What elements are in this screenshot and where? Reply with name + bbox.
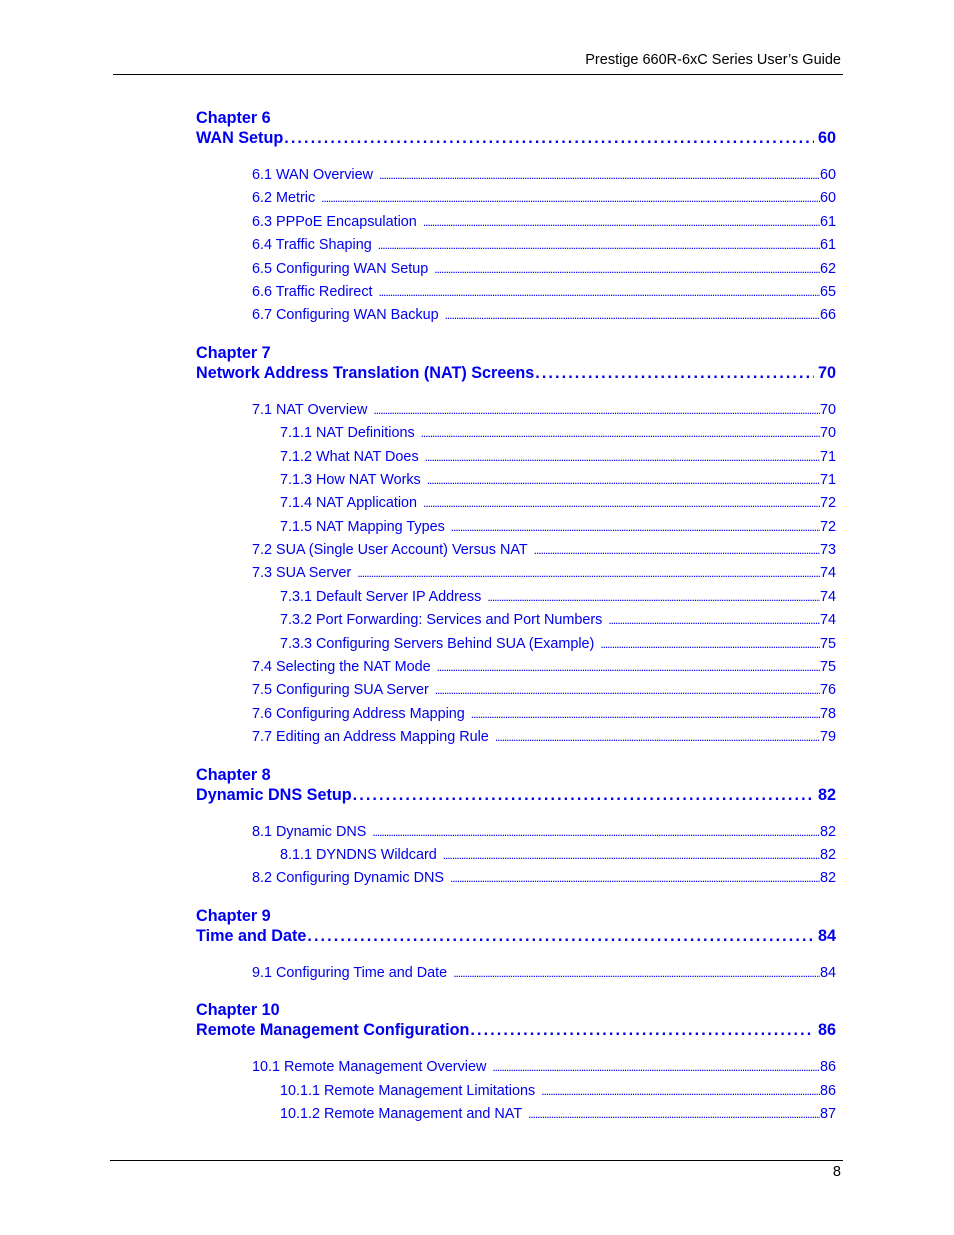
section-title: 7.1.4 NAT Application [280, 495, 418, 512]
toc-chapter [196, 1000, 836, 1127]
toc-section-link[interactable] [252, 868, 836, 891]
dot-leader [427, 470, 820, 490]
section-page-number: 79 [819, 729, 836, 746]
section-title: 7.3.1 Default Server IP Address [280, 588, 482, 605]
dot-leader [378, 235, 820, 255]
dot-leader [284, 128, 814, 148]
chapter-title: WAN Setup [196, 129, 284, 147]
section-title: 7.1 NAT Overview [252, 401, 368, 418]
toc-section-link[interactable] [252, 540, 836, 563]
toc-section-link[interactable] [252, 963, 836, 986]
section-title: 7.3.2 Port Forwarding: Services and Port Numbers [280, 612, 603, 629]
chapter-page-number: 82 [817, 785, 836, 804]
chapter-label-link[interactable]: Chapter 8 [196, 765, 271, 784]
chapter-label-link[interactable]: Chapter 6 [196, 109, 271, 127]
toc-section-link[interactable] [252, 305, 836, 328]
section-title: 8.1.1 DYNDNS Wildcard [280, 846, 437, 863]
chapter-title: Network Address Translation (NAT) Screens [196, 363, 535, 382]
section-page-number: 71 [819, 448, 836, 465]
chapter-title-link[interactable] [196, 363, 836, 383]
section-title: 6.3 PPPoE Encapsulation [252, 213, 417, 230]
dot-leader [470, 1020, 814, 1040]
section-title: 7.3 SUA Server [252, 565, 352, 582]
chapter-label-link[interactable]: Chapter 9 [196, 906, 271, 925]
toc-section-link[interactable] [252, 727, 836, 750]
dot-leader [453, 963, 820, 983]
toc-section-link[interactable] [280, 634, 836, 657]
section-page-number: 70 [819, 425, 836, 442]
section-page-number: 60 [819, 190, 836, 207]
section-title: 8.1 Dynamic DNS [252, 823, 367, 840]
section-title: 7.5 Configuring SUA Server [252, 682, 429, 699]
section-page-number: 75 [819, 659, 836, 676]
toc-section-link[interactable] [252, 212, 836, 235]
section-title: 7.6 Configuring Address Mapping [252, 705, 465, 722]
section-page-number: 61 [819, 213, 836, 230]
section-page-number: 72 [819, 518, 836, 535]
dot-leader [379, 282, 820, 302]
toc-section-link[interactable] [252, 282, 836, 305]
toc-section-link[interactable] [280, 517, 836, 540]
section-title: 8.2 Configuring Dynamic DNS [252, 870, 444, 887]
dot-leader [450, 868, 820, 888]
page-header [113, 50, 843, 75]
dot-leader [443, 845, 820, 865]
section-title: 6.6 Traffic Redirect [252, 283, 373, 300]
section-page-number: 74 [819, 612, 836, 629]
toc-section-link[interactable] [280, 447, 836, 470]
section-title: 7.7 Editing an Address Mapping Rule [252, 729, 489, 746]
toc-section-link[interactable] [252, 563, 836, 586]
dot-leader [425, 447, 820, 467]
dot-leader [321, 188, 820, 208]
toc-section-link[interactable] [280, 1081, 836, 1104]
chapter-page-number: 86 [817, 1021, 836, 1040]
toc-section-link[interactable] [252, 704, 836, 727]
chapter-page-number: 70 [817, 363, 836, 382]
toc-section-link[interactable] [252, 657, 836, 680]
section-title: 7.3.3 Configuring Servers Behind SUA (Example) [280, 635, 595, 652]
section-title: 6.7 Configuring WAN Backup [252, 307, 439, 324]
dot-leader [534, 540, 820, 560]
chapter-title: Time and Date [196, 926, 307, 945]
dot-leader [437, 657, 820, 677]
toc-chapter [196, 343, 836, 751]
dot-leader [492, 1057, 820, 1077]
dot-leader [423, 493, 820, 513]
toc-section-link[interactable] [280, 1104, 836, 1127]
dot-leader [434, 259, 820, 279]
toc-section-link[interactable] [252, 400, 836, 423]
page-footer [110, 1160, 843, 1180]
chapter-label-link[interactable]: Chapter 7 [196, 343, 271, 362]
section-page-number: 66 [819, 307, 836, 324]
section-page-number: 70 [819, 401, 836, 418]
dot-leader [423, 212, 820, 232]
dot-leader [373, 400, 820, 420]
toc-section-link[interactable] [252, 680, 836, 703]
dot-leader [487, 587, 820, 607]
chapter-page-number: 84 [817, 926, 836, 945]
section-page-number: 74 [819, 588, 836, 605]
chapter-title: Remote Management Configuration [196, 1021, 470, 1040]
toc-chapter [196, 765, 836, 892]
chapter-page-number: 60 [817, 129, 836, 147]
section-title: 6.4 Traffic Shaping [252, 237, 372, 254]
section-page-number: 84 [819, 964, 836, 981]
section-page-number: 82 [819, 846, 836, 863]
section-page-number: 73 [819, 542, 836, 559]
dot-leader [445, 305, 820, 325]
toc-section-link[interactable] [252, 165, 836, 188]
dot-leader [421, 423, 820, 443]
dot-leader [379, 165, 820, 185]
toc-section-link[interactable] [280, 470, 836, 493]
chapter-title-link[interactable] [196, 785, 836, 805]
section-title: 7.1.5 NAT Mapping Types [280, 518, 445, 535]
toc-section-link[interactable] [280, 493, 836, 516]
chapter-title-link[interactable] [196, 1020, 836, 1040]
section-page-number: 65 [819, 283, 836, 300]
section-title: 6.1 WAN Overview [252, 167, 374, 183]
section-title: 10.1.2 Remote Management and NAT [280, 1105, 523, 1122]
section-page-number: 75 [819, 635, 836, 652]
section-title: 6.5 Configuring WAN Setup [252, 260, 429, 277]
section-title: 7.2 SUA (Single User Account) Versus NAT [252, 542, 528, 559]
section-page-number: 74 [819, 565, 836, 582]
section-page-number: 82 [819, 870, 836, 887]
section-page-number: 76 [819, 682, 836, 699]
toc-section-link[interactable] [280, 423, 836, 446]
document-title: Prestige 660R-6xC Series User’s Guide [585, 52, 841, 68]
section-title: 6.2 Metric [252, 190, 316, 207]
dot-leader [528, 1104, 820, 1124]
dot-leader [357, 563, 820, 583]
section-page-number: 71 [819, 471, 836, 488]
section-page-number: 61 [819, 237, 836, 254]
section-title: 7.1.1 NAT Definitions [280, 425, 415, 442]
dot-leader [535, 363, 814, 383]
section-page-number: 62 [819, 260, 836, 277]
toc-chapter [196, 108, 836, 329]
toc-section-link[interactable] [252, 822, 836, 845]
dot-leader [353, 785, 814, 805]
chapter-label-link[interactable]: Chapter 10 [196, 1001, 280, 1020]
section-title: 7.1.3 How NAT Works [280, 471, 421, 488]
dot-leader [541, 1081, 820, 1101]
chapter-title: Dynamic DNS Setup [196, 785, 352, 804]
toc-chapter [196, 906, 836, 986]
chapter-title-link[interactable] [196, 128, 836, 148]
toc-section-link[interactable] [280, 587, 836, 610]
section-page-number: 60 [819, 167, 836, 183]
dot-leader [435, 680, 820, 700]
dot-leader [471, 704, 820, 724]
dot-leader [600, 634, 820, 654]
chapter-title-link[interactable] [196, 926, 836, 946]
toc-section-link[interactable] [280, 845, 836, 868]
section-page-number: 78 [819, 705, 836, 722]
dot-leader [372, 822, 820, 842]
section-title: 7.4 Selecting the NAT Mode [252, 659, 431, 676]
toc-section-link[interactable] [252, 1057, 836, 1080]
section-page-number: 86 [819, 1082, 836, 1099]
toc-section-link[interactable] [252, 259, 836, 282]
dot-leader [307, 926, 814, 946]
section-title: 10.1 Remote Management Overview [252, 1059, 487, 1076]
section-page-number: 86 [819, 1059, 836, 1076]
section-page-number: 82 [819, 823, 836, 840]
page-number: 8 [832, 1164, 841, 1180]
section-title: 7.1.2 What NAT Does [280, 448, 419, 465]
toc-section-link[interactable] [252, 188, 836, 211]
section-title: 9.1 Configuring Time and Date [252, 964, 448, 981]
toc-section-link[interactable] [252, 235, 836, 258]
section-title: 10.1.1 Remote Management Limitations [280, 1082, 536, 1099]
table-of-contents [196, 108, 836, 1141]
dot-leader [495, 727, 820, 747]
toc-section-link[interactable] [280, 610, 836, 633]
dot-leader [451, 517, 820, 537]
section-page-number: 87 [819, 1105, 836, 1122]
section-page-number: 72 [819, 495, 836, 512]
dot-leader [608, 610, 820, 630]
